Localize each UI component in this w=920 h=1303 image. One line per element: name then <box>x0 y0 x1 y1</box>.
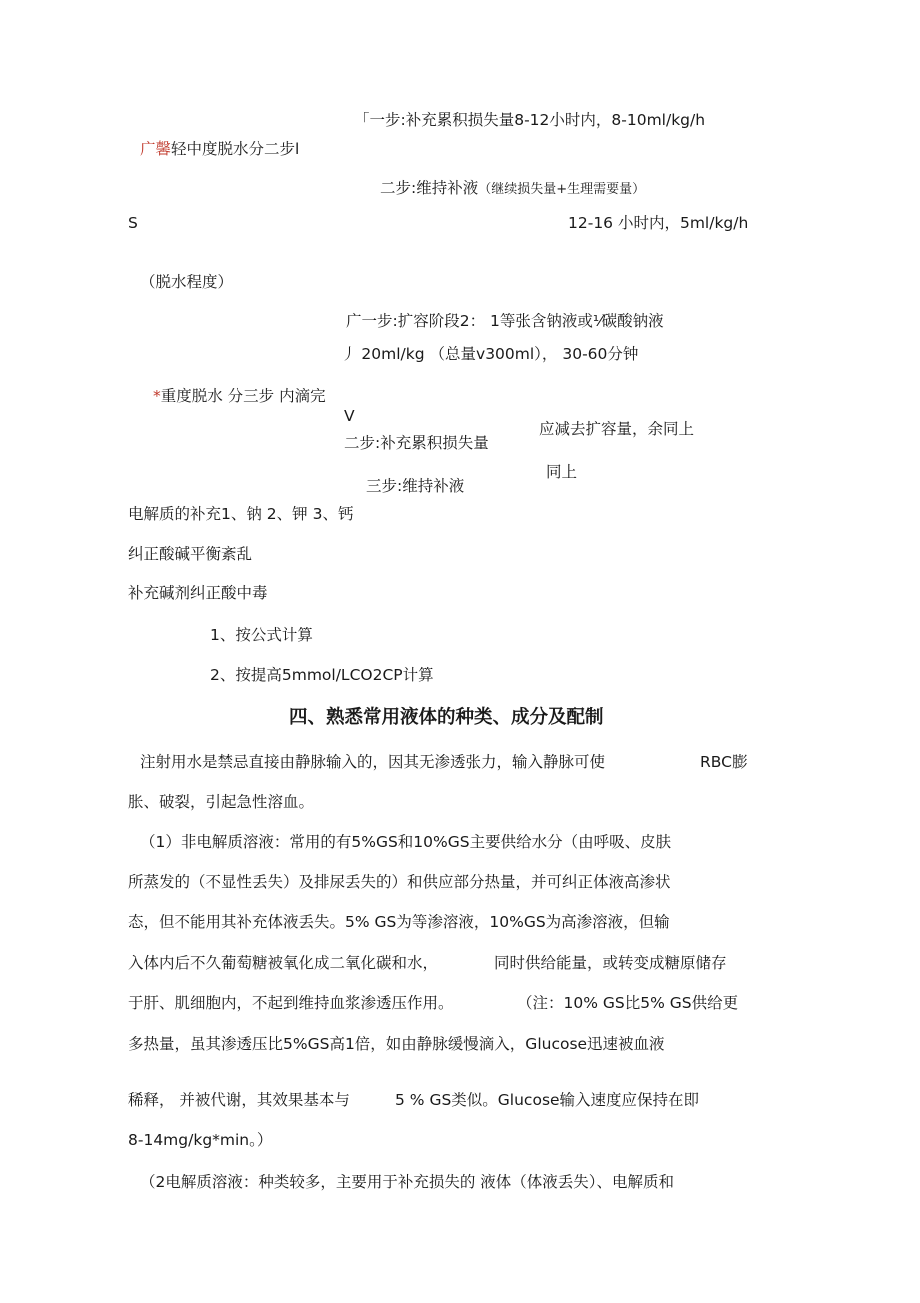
severe-step3-text: 三步:维持补液 <box>366 477 465 495</box>
para2-line1: （1）非电解质溶液：常用的有5%GS和10%GS主要供给水分（由呼吸、皮肤 <box>140 833 672 851</box>
para2-line7a: 稀释， 并被代谢，其效果基本与 <box>128 1091 350 1109</box>
para1-line1: 注射用水是禁忌直接由静脉输入的，因其无渗透张力，输入静脉可使 <box>140 753 606 771</box>
severe-step1-line2: 丿 20ml/kg （总量v300ml）， 30-60分钟 <box>341 345 639 363</box>
section-title: 四、熟悉常用液体的种类、成分及配制 <box>289 707 604 728</box>
mild-step2-rate: 12-16 小时内，5ml/kg/h <box>568 214 749 232</box>
para2-line4b: 同时供给能量，或转变成糖原储存 <box>494 954 727 972</box>
severe-step2-text: 二步:补充累积损失量 <box>344 434 489 452</box>
severe-title-text: 重度脱水 分三步 内滴完 <box>160 387 326 405</box>
method-1-line: 1、按公式计算 <box>210 626 313 644</box>
method-2-line: 2、按提高5mmol/LCO2CP计算 <box>210 666 434 684</box>
severe-dehydration-heading <box>153 386 326 406</box>
alkali-line: 补充碱剂纠正酸中毒 <box>128 584 268 602</box>
acid-base-line: 纠正酸碱平衡紊乱 <box>128 545 253 563</box>
mild-prefix-text: 广馨 <box>140 140 172 158</box>
severe-step3-note: 同上 <box>546 463 578 481</box>
para2-line5a: 于肝、肌细胞内，不起到维持血浆渗透压作用。 <box>128 994 454 1012</box>
para2-line6: 多热量，虽其渗透压比5%GS高1倍，如由静脉缓慢滴入，Glucose迅速被血液 <box>128 1035 665 1053</box>
severe-step2-note: 应减去扩容量，余同上 <box>539 420 695 438</box>
para1-line2: 胀、破裂，引起急性溶血。 <box>128 793 315 811</box>
mild-step2-main: 二步:维持补液 <box>380 179 479 197</box>
v-bracket-mark: V <box>344 407 355 425</box>
para2-line5b: （注：10% GS比5% GS供给更 <box>517 994 739 1012</box>
electrolyte-supplement-line: 电解质的补充1、钠 2、钾 3、钙 <box>128 505 354 523</box>
para3-line1: （2电解质溶液：种类较多，主要用于补充损失的 液体（体液丢失）、电解质和 <box>140 1173 675 1191</box>
severe-step1-line1: 广一步:扩容阶段2： 1等张含钠液或⅟碳酸钠液 <box>346 312 664 330</box>
dehydration-degree-label: （脱水程度） <box>140 273 234 291</box>
mild-step2-text <box>380 178 645 200</box>
severe-star-mark: * <box>153 387 161 405</box>
para1-line1-end: RBC膨 <box>700 753 748 771</box>
para2-line3: 态，但不能用其补充体液丢失。5% GS为等渗溶液，10%GS为高渗溶液，但输 <box>128 913 670 931</box>
para2-line4a: 入体内后不久葡萄糖被氧化成二氧化碳和水， <box>128 954 439 972</box>
para2-line2: 所蒸发的（不显性丢失）及排尿丢失的）和供应部分热量，并可纠正体液高渗状 <box>128 873 671 891</box>
para2-line8: 8-14mg/kg*min。） <box>128 1131 273 1149</box>
para2-line7b: 5 % GS类似。Glucose输入速度应保持在即 <box>395 1091 700 1109</box>
mild-step1-text: 「一步:补充累积损失量8-12小时内，8-10ml/kg/h <box>354 111 706 129</box>
s-bracket-mark: S <box>128 214 138 232</box>
mild-title-text: 轻中度脱水分二步l <box>171 140 300 158</box>
mild-step2-note: （继续损失量+生理需要量） <box>478 182 646 197</box>
mild-dehydration-heading <box>140 139 299 159</box>
